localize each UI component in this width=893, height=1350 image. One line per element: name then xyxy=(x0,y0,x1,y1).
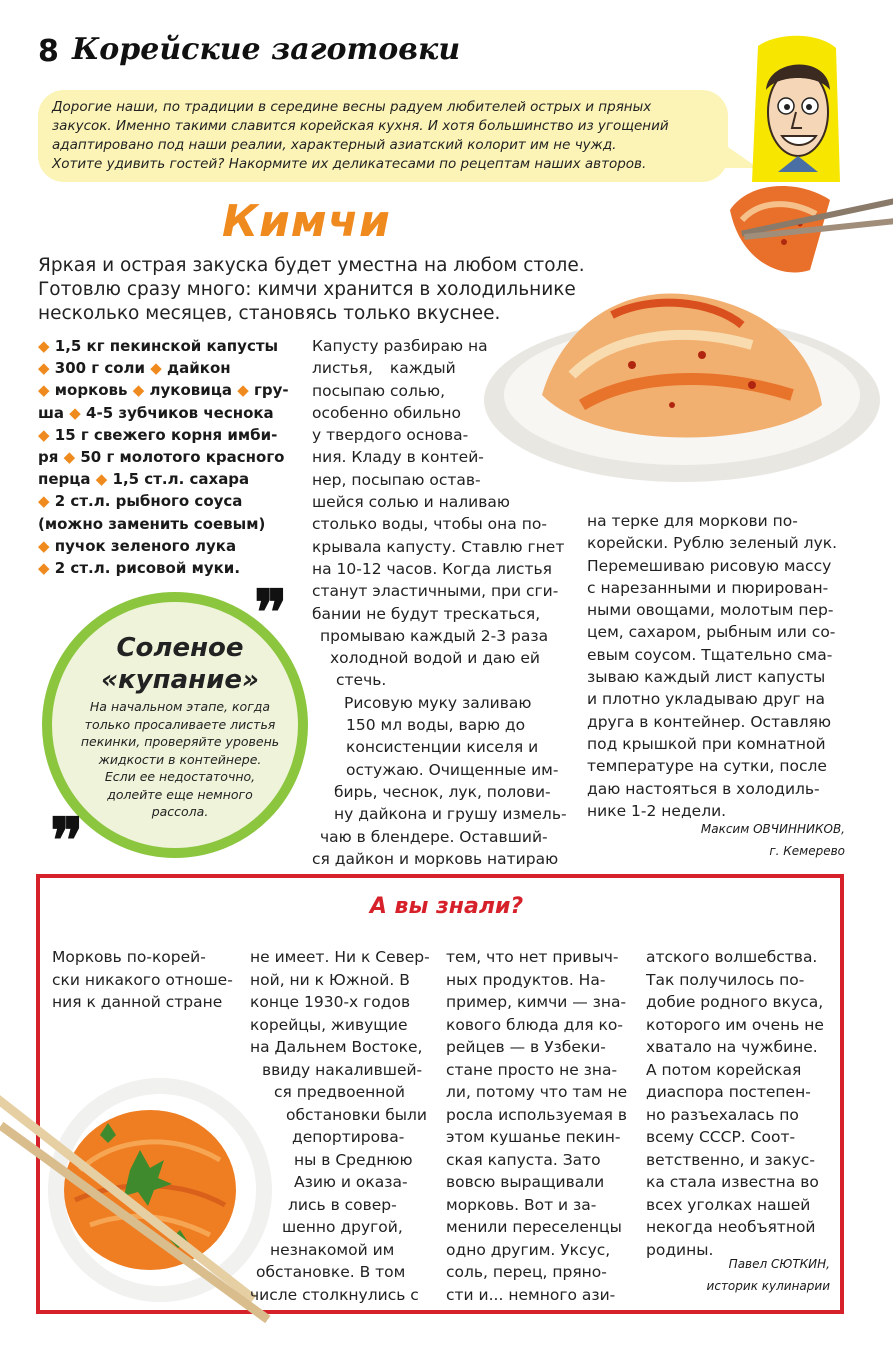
text-line: всех уголках нашей xyxy=(646,1195,811,1214)
ingredients-list xyxy=(38,335,289,579)
text-line: кового блюда для ко- xyxy=(446,1015,623,1034)
did-you-know-author xyxy=(646,1253,830,1297)
ingredient-text: морковь xyxy=(54,381,133,400)
ingredient-text: пучок зеленого лука xyxy=(54,536,237,555)
ingredient-line xyxy=(38,513,289,535)
text-line: Рисовую муку заливаю xyxy=(344,693,532,712)
text-line: обстановке. В том xyxy=(256,1263,406,1281)
ingredient-text: 2 ст.л. рыбного соуса xyxy=(54,492,243,511)
author-name: Павел СЮТКИН, xyxy=(728,1257,830,1271)
mascot-illustration xyxy=(748,32,844,192)
quote-open-icon: ❞ xyxy=(50,804,84,877)
ingredient-text: 50 г молотого красного xyxy=(80,448,285,467)
text-line: ны в Среднюю xyxy=(294,1150,413,1169)
text-line: А потом корейская xyxy=(646,1060,802,1079)
author-city: г. Кемерево xyxy=(769,844,845,858)
text-line: лись в совер- xyxy=(288,1195,397,1214)
lead-line: несколько месяцев, становясь только вкуснее. xyxy=(38,303,501,324)
tip-text-line: жидкости в контейнере. xyxy=(98,751,262,767)
text-line: пример, кимчи — зна- xyxy=(446,993,627,1011)
text-line: Азию и оказа- xyxy=(294,1173,408,1191)
text-line: нер, посыпаю остав- xyxy=(312,470,481,489)
ingredient-line xyxy=(38,335,289,357)
tip-text-line: рассола. xyxy=(151,804,209,819)
bullet-icon: ◆ xyxy=(38,381,55,400)
bullet-icon: ◆ xyxy=(95,470,113,489)
text-line: диаспора постепен- xyxy=(646,1083,811,1101)
bullet-icon: ◆ xyxy=(38,425,55,444)
tip-title xyxy=(80,632,280,696)
tip-text-line: На начальном этапе, когда xyxy=(89,699,271,714)
ingredient-text: 15 г свежего корня имби- xyxy=(54,425,278,444)
bullet-icon: ◆ xyxy=(38,337,55,355)
text-line: числе столкнулись с xyxy=(250,1285,419,1304)
text-line: стане просто не зна- xyxy=(446,1060,618,1079)
text-line: ных продуктов. На- xyxy=(446,970,606,989)
ingredient-text: дайкон xyxy=(167,359,231,378)
bullet-icon: ◆ xyxy=(38,536,55,555)
did-you-know-column-3 xyxy=(446,946,627,1306)
text-line: остужаю. Очищенные им- xyxy=(346,760,559,779)
ingredient-line xyxy=(38,535,289,557)
text-line: конце 1930-х годов xyxy=(250,993,411,1011)
text-line: Капусту разбираю на xyxy=(312,337,488,355)
text-line: ввиду накалившей- xyxy=(262,1060,423,1079)
text-line: этом кушанье пекин- xyxy=(446,1128,621,1146)
text-line: всему СССР. Соот- xyxy=(646,1128,796,1146)
tip-text-line: пекинки, проверяйте уровень xyxy=(80,734,280,749)
text-line: менили переселенцы xyxy=(446,1218,622,1236)
text-line: посыпаю солью, xyxy=(312,381,446,400)
text-line: зываю каждый лист капусты xyxy=(587,668,826,687)
text-line: ски никакого отноше- xyxy=(52,970,233,989)
text-line: друга в контейнер. Оставляю xyxy=(587,712,832,731)
bullet-icon: ◆ xyxy=(237,381,255,400)
text-line: рейцев — в Узбеки- xyxy=(446,1038,606,1056)
text-line: станут эластичными, при сги- xyxy=(312,582,559,601)
text-line: не имеет. Ни к Север- xyxy=(250,948,430,966)
text-line: столько воды, чтобы она по- xyxy=(312,515,547,534)
text-line: промываю каждый 2-3 раза xyxy=(320,626,549,645)
method-column-2 xyxy=(587,510,837,822)
text-line: Так получилось по- xyxy=(646,970,805,989)
text-line: цем, сахаром, рыбным или со- xyxy=(587,623,836,642)
text-line: соль, перец, пряно- xyxy=(446,1263,607,1281)
text-line: некогда необъятной xyxy=(646,1218,816,1236)
intro-bubble xyxy=(38,90,728,182)
ingredient-text: 300 г соли xyxy=(54,359,151,378)
did-you-know-column-1 xyxy=(52,946,233,1014)
intro-line: закусок. Именно такими славится корейская кухня. И хотя большинство из угощений xyxy=(52,118,669,134)
author-role: историк кулинарии xyxy=(706,1279,830,1293)
did-you-know-column-2 xyxy=(250,946,430,1306)
did-you-know-title: А вы знали? xyxy=(369,894,524,919)
quote-close-icon: ❞ xyxy=(254,576,288,649)
ingredient-text: луковица xyxy=(149,381,238,400)
text-line: нике 1-2 недели. xyxy=(587,801,727,820)
text-line: корейски. Рублю зеленый лук. xyxy=(587,534,838,553)
text-line: корейцы, живущие xyxy=(250,1015,408,1034)
method-column-1 xyxy=(312,335,567,870)
page-number: 8 xyxy=(38,34,59,69)
text-line: холодной водой и даю ей xyxy=(330,649,540,668)
text-line: ся предвоенной xyxy=(274,1083,405,1101)
ingredient-text: гру- xyxy=(254,381,289,400)
text-line: тем, что нет привыч- xyxy=(446,948,619,966)
section-title: Корейские заготовки xyxy=(72,32,461,67)
bullet-icon: ◆ xyxy=(38,359,55,378)
text-line: с нарезанными и пюрирован- xyxy=(587,578,829,597)
text-line: ными овощами, молотым пер- xyxy=(587,601,834,620)
text-line: родины. xyxy=(646,1240,714,1259)
did-you-know-column-4 xyxy=(646,946,824,1261)
author-name: Максим ОВЧИННИКОВ, xyxy=(700,822,845,836)
bullet-icon: ◆ xyxy=(69,403,87,422)
lead-line: Готовлю сразу много: кимчи хранится в холодильнике xyxy=(38,279,576,300)
text-line: бирь, чеснок, лук, полови- xyxy=(334,782,551,801)
text-line: ветственно, и закус- xyxy=(646,1150,815,1169)
text-line: чаю в блендере. Оставший- xyxy=(320,827,548,846)
text-line: ли, потому что там не xyxy=(446,1083,628,1101)
tip-text-line: долейте еще немного xyxy=(107,786,253,802)
text-line: шейся солью и наливаю xyxy=(312,493,510,512)
text-line: ния. Кладу в контей- xyxy=(312,448,484,467)
text-line: морковь. Вот и за- xyxy=(446,1195,597,1214)
text-line: под крышкой при комнатной xyxy=(587,734,826,753)
text-line: стечь. xyxy=(336,671,387,690)
text-line: ния к данной стране xyxy=(52,993,223,1011)
text-line: и плотно укладываю друг на xyxy=(587,690,826,709)
ingredient-line xyxy=(38,379,289,401)
text-line: ной, ни к Южной. В xyxy=(250,970,410,989)
text-line: росла используемая в xyxy=(446,1105,627,1124)
intro-line: Дорогие наши, по традиции в середине весны радуем любителей острых и пряных xyxy=(52,99,652,115)
text-line: крывала капусту. Ставлю гнет xyxy=(312,537,565,556)
ingredient-line xyxy=(38,402,289,424)
tip-title-line: Соленое xyxy=(116,633,244,663)
text-line: на 10-12 часов. Когда листья xyxy=(312,559,552,578)
text-line: Морковь по-корей- xyxy=(52,948,206,966)
bullet-icon: ◆ xyxy=(63,448,81,467)
ingredient-line xyxy=(38,468,289,490)
ingredient-text: ша xyxy=(38,403,70,422)
ingredient-text: (можно заменить соевым) xyxy=(38,514,266,533)
text-line: Перемешиваю рисовую массу xyxy=(587,556,832,575)
intro-line: адаптировано под наши реалии, характерный азиатский колорит им не чужд. xyxy=(52,137,617,153)
text-line: бании не будут трескаться, xyxy=(312,604,541,623)
text-line: на терке для моркови по- xyxy=(587,512,798,530)
text-line: атского волшебства. xyxy=(646,948,818,966)
text-line: обстановки были xyxy=(286,1105,427,1124)
recipe-title: Кимчи xyxy=(222,196,391,247)
bullet-icon: ◆ xyxy=(132,381,150,400)
text-line: евым соусом. Тщательно сма- xyxy=(587,645,833,664)
recipe-author xyxy=(640,818,845,862)
text-line: у твердого основа- xyxy=(312,426,469,445)
text-line: одно другим. Уксус, xyxy=(446,1240,611,1259)
text-line: вовсю выращивали xyxy=(446,1173,605,1191)
ingredient-line xyxy=(38,490,289,512)
text-line: ская капуста. Зато xyxy=(446,1150,601,1169)
ingredient-text: 1,5 ст.л. сахара xyxy=(112,470,250,489)
text-line: добие родного вкуса, xyxy=(646,993,824,1011)
text-line: хватало на чужбине. xyxy=(646,1038,818,1056)
bullet-icon: ◆ xyxy=(38,559,55,578)
ingredient-text: ря xyxy=(38,448,64,467)
intro-line: Хотите удивить гостей? Накормите их деликатесами по рецептам наших авторов. xyxy=(52,156,647,172)
ingredient-text: перца xyxy=(38,470,96,489)
text-line: особенно обильно xyxy=(312,403,462,422)
text-line: но разъехалась по xyxy=(646,1105,799,1124)
ingredient-line xyxy=(38,357,289,379)
ingredient-text: 1,5 кг пекинской капусты xyxy=(54,337,279,355)
text-line: которого им очень не xyxy=(646,1015,824,1034)
text-line: консистенции киселя и xyxy=(346,738,539,757)
tip-text xyxy=(60,698,300,821)
text-line: температуре на сутки, после xyxy=(587,757,827,776)
bullet-icon: ◆ xyxy=(38,492,55,511)
text-line: 150 мл воды, варю до xyxy=(346,716,526,735)
lead-line: Яркая и острая закуска будет уместна на любом столе. xyxy=(38,255,585,276)
tip-title-line: «купание» xyxy=(101,665,259,695)
text-line: депортирова- xyxy=(292,1128,405,1146)
bullet-icon: ◆ xyxy=(150,359,168,378)
text-line: ся дайкон и морковь натираю xyxy=(312,849,559,868)
ingredient-line xyxy=(38,424,289,446)
ingredient-text: 4-5 зубчиков чеснока xyxy=(86,403,274,422)
text-line: шенно другой, xyxy=(282,1218,403,1236)
text-line: сти и... немного ази- xyxy=(446,1285,616,1304)
ingredient-text: 2 ст.л. рисовой муки. xyxy=(54,559,241,578)
text-line: листья, каждый xyxy=(312,359,456,378)
tip-text-line: только просаливаете листья xyxy=(84,716,276,732)
text-line: на Дальнем Востоке, xyxy=(250,1038,423,1056)
tip-text-line: Если ее недостаточно, xyxy=(104,769,256,784)
text-line: даю настояться в холодиль- xyxy=(587,779,820,798)
ingredient-line xyxy=(38,446,289,468)
text-line: ка стала известна во xyxy=(646,1173,819,1191)
text-line: незнакомой им xyxy=(270,1240,395,1259)
text-line: ну дайкона и грушу измель- xyxy=(334,805,567,824)
ingredient-line xyxy=(38,557,289,579)
